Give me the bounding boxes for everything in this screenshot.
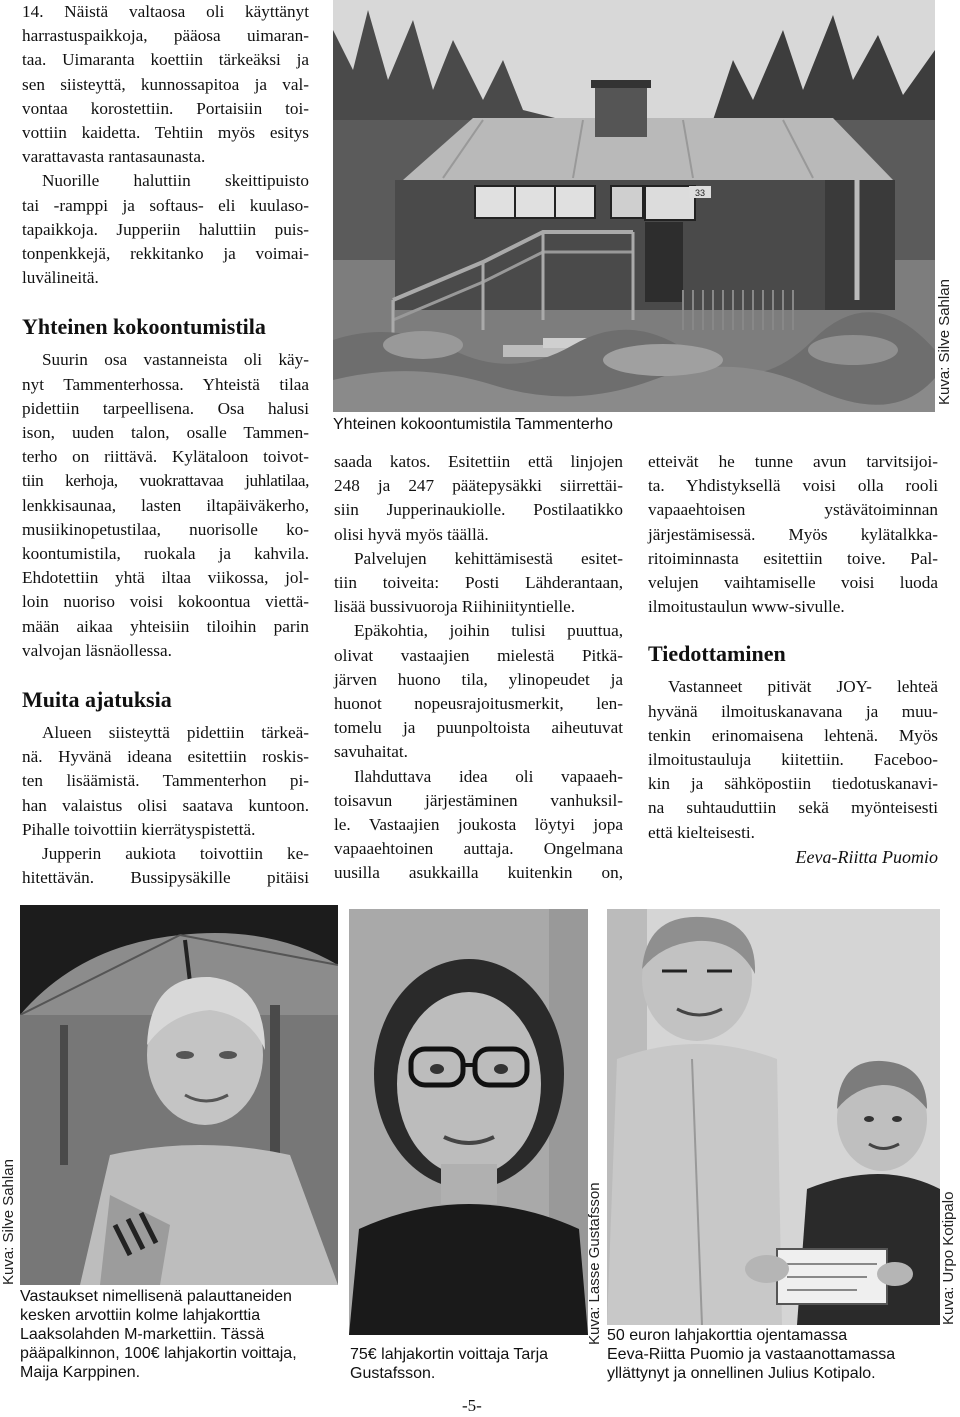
section-paragraph (22, 721, 309, 890)
text-line: Jupperin aukiota toivottiin ke- (42, 844, 309, 864)
text-line: na suhtauduttiin sekä myönteisesti (648, 798, 938, 818)
section-heading: Yhteinen kokoontumistila (22, 314, 266, 340)
text-line: Nuorille haluttiin skeittipuisto (42, 171, 309, 191)
text-line: tiin toiveita: Posti Lähderantaan, (334, 573, 623, 593)
caption-line: Laaksolahden M-markettiin. Tässä (20, 1326, 265, 1343)
text-line: lisää bussivuoroja Riihiniityntielle. (334, 597, 576, 617)
photo-julius-kotipalo (607, 909, 940, 1325)
text-line: ilmoitustauluja kiitettiin. Faceboo- (648, 750, 938, 770)
caption-line: 75€ lahjakortin voittaja Tarja (350, 1346, 549, 1363)
text-line: tapaikkoja. Jupperiin haluttiin puis- (22, 219, 309, 239)
text-line: olivat vastaajien mielestä Pitkä- (334, 645, 623, 665)
text-line: han valaistus olisi saatava kuntoon. (22, 795, 309, 815)
photo-caption (20, 1287, 350, 1382)
text-line: toisavun järjestäminen vanhuksil- (334, 790, 623, 810)
text-line: musiikinopetustilaa, nuorisolle ko- (22, 519, 309, 539)
text-line: järven huono tila, ylinopeudet ja (334, 669, 623, 689)
text-line: ritoiminnasta esitettiin toive. Pal- (648, 548, 938, 568)
house-number: 33 (694, 188, 706, 198)
text-line: harrastuspaikkoja, pääosa uimaran- (22, 26, 309, 46)
text-line: varattavasta rantasaunasta. (22, 147, 206, 167)
photo-credit: Kuva: Silve Sahlan (936, 279, 953, 405)
text-line: tai -ramppi ja softaus- eli kuulaso- (22, 195, 309, 215)
text-line: pidettiin tarpeellisena. Osa halusi (22, 398, 309, 418)
intro-paragraph (22, 0, 309, 290)
page-number: -5- (462, 1396, 482, 1415)
text-line: velujen vaihtamiselle voisi luoda (648, 573, 938, 593)
text-line: huonot nopeusrajoitusmerkit, len- (334, 694, 623, 714)
photo-credit: Kuva: Silve Sahlan (0, 1159, 17, 1285)
text-line: etteivät he tunne avun tarvitsijoi- (648, 452, 938, 471)
column-2 (334, 450, 623, 886)
text-line: tonpenkkejä, rekkitanko ja voimai- (22, 244, 309, 264)
text-line: mään aikaa yhteisiin tiloihin parin (22, 616, 309, 636)
caption-line: yllättynyt ja onnellinen Julius Kotipalo. (607, 1365, 876, 1382)
caption-line: 50 euron lahjakorttia ojentamassa (607, 1327, 848, 1344)
text-line: siin Jupperinaukiolle. Postilaatikko (334, 500, 623, 520)
text-line: Alueen siisteyttä pidettiin tärkeä- (42, 723, 309, 743)
text-line: uusilla asukkailla kuitenkin on, (334, 863, 623, 883)
text-line: terho on riittävä. Kylätaloon toivot- (22, 447, 309, 467)
column-3 (648, 450, 938, 869)
text-line: tiin kerhoja, vuokrattavaa juhlatilaa, (22, 471, 309, 491)
house-photo (333, 0, 935, 412)
text-line: tenkin erinomaisena lehtenä. Myös (648, 725, 938, 745)
text-line: loin nuoriso voisi kokoontua viettä- (22, 592, 309, 612)
photo-caption: Yhteinen kokoontumistila Tammenterho (333, 416, 613, 433)
section-paragraph (22, 348, 309, 663)
text-line: luvälineitä. (22, 268, 99, 288)
text-line: olisi hyvä myös täällä. (334, 524, 489, 544)
author-signature: Eeva-Riitta Puomio (795, 846, 938, 867)
photo-caption (350, 1345, 595, 1383)
text-line: ison, uuden talon, osalle Tammen- (22, 423, 309, 443)
text-line: vapaaehtoinen auttaja. Ongelmana (334, 839, 623, 859)
column-1 (22, 0, 309, 891)
text-line: vapaaehtoisen ystävätoiminnan (648, 500, 938, 520)
text-line: valvojan läsnäollessa. (22, 640, 172, 660)
caption-line: Vastaukset nimellisenä palauttaneiden (20, 1288, 292, 1305)
text-line: tomelu ja puunpoltoista aiheutuvat (334, 718, 623, 738)
text-line: Ehdotettiin yhtä iltaa viikossa, jol- (22, 568, 309, 588)
text-line: 248 ja 247 päätepysäkki siirrettäi- (334, 476, 623, 496)
caption-line: Eeva-Riitta Puomio ja vastaanottamassa (607, 1346, 896, 1363)
text-line: lenkkisaunaa, lasten iltapäiväkerho, (22, 495, 309, 515)
caption-line: Maija Karppinen. (20, 1364, 141, 1381)
text-line: hitettävän. Bussipysäkille pitäisi (22, 868, 309, 888)
text-line: nyt Tammenterhossa. Yhteistä tilaa (22, 374, 309, 394)
text-line: 14. Näistä valtaosa oli käyttänyt (22, 2, 309, 21)
text-line: hyvänä ilmoituskanavana ja muu- (648, 701, 938, 721)
photo-tarja-gustafsson (349, 909, 588, 1335)
caption-line: Gustafsson. (350, 1365, 436, 1382)
text-line: koontumistila, ruokala ja kahvila. (22, 544, 309, 564)
photo-credit: Kuva: Lasse Gustafsson (586, 1182, 603, 1345)
text-line: sen siisteyttä, kunnossapitoa ja val- (22, 74, 309, 94)
text-line: Ilahduttava idea oli vapaaeh- (354, 766, 623, 786)
text-line: Epäkohtia, joihin tulisi puuttua, (354, 621, 623, 641)
text-line: että kielteisesti. (648, 822, 755, 842)
text-line: ta. Yhdistyksellä voisi olla rooli (648, 476, 938, 496)
text-line: savuhaitat. (334, 742, 408, 762)
section-heading: Muita ajatuksia (22, 687, 172, 713)
text-line: ilmoitustaulun www-sivulle. (648, 597, 845, 617)
text-line: ten lisäämistä. Tammenterhon pi- (22, 771, 309, 791)
photo-credit: Kuva: Urpo Kotipalo (940, 1191, 957, 1325)
text-line: Vastanneet pitivät JOY- lehteä (668, 677, 938, 697)
text-line: vottiin kaidetta. Tehtiin myös esitys (22, 123, 309, 143)
text-line: Palvelujen kehittämisestä esitet- (354, 548, 623, 568)
text-line: järjestämisessä. Myös kylätalkka- (648, 524, 938, 544)
text-line: le. Vastaajien joukosta löytyi jopa (334, 815, 623, 835)
section-heading: Tiedottaminen (648, 641, 786, 667)
text-line: Pihalle toivottiin kierrätyspistettä. (22, 819, 256, 839)
caption-line: kesken arvottiin kolme lahjakorttia (20, 1307, 261, 1324)
text-line: kin ja sähköpostiin tiedotuskanavi- (648, 774, 938, 794)
text-line: Suurin osa vastanneista oli käy- (42, 350, 309, 370)
photo-caption (607, 1326, 952, 1383)
text-line: saada katos. Esitettiin että linjojen (334, 452, 623, 471)
text-line: taa. Uimaranta koettiin tärkeäksi ja (22, 50, 309, 70)
photo-maija-karppinen (20, 905, 338, 1285)
text-line: vontaa korostettiin. Portaisiin toi- (22, 98, 309, 118)
caption-line: pääpalkinnon, 100€ lahjakortin voittaja, (20, 1345, 297, 1362)
text-line: nä. Hyvänä ideana esitettiin roskis- (22, 747, 309, 767)
